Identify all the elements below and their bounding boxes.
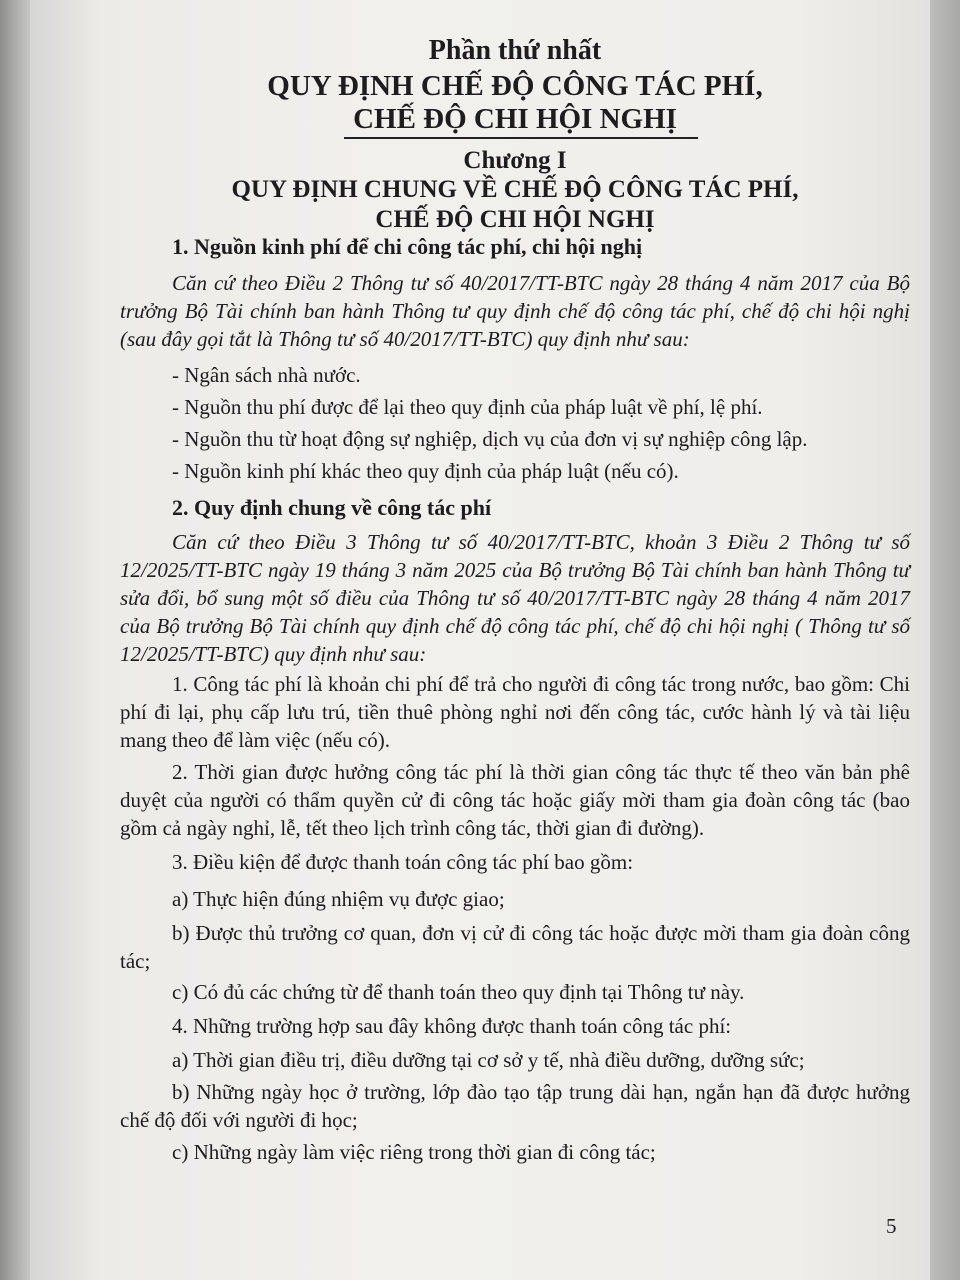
clause-3c-block: [120, 978, 910, 1006]
clause-3-block: [120, 848, 910, 876]
part-title: Phần thứ nhất: [428, 35, 602, 66]
clause-3a-block: [120, 885, 910, 913]
section-1: [120, 233, 910, 261]
list-item: - Nguồn thu từ hoạt động sự nghiệp, dịch vụ của đơn vị sự nghiệp công lập.: [172, 427, 808, 451]
list-item: - Nguồn thu phí được để lại theo quy định của pháp luật về phí, lệ phí.: [172, 395, 763, 419]
clause-3a: a) Thực hiện đúng nhiệm vụ được giao;: [172, 887, 505, 911]
list-item: - Nguồn kinh phí khác theo quy định của pháp luật (nếu có).: [172, 459, 679, 483]
clause-2: 2. Thời gian được hưởng công tác phí là thời gian công tác thực tế theo văn bản phê duyệt của người có thẩm quyền cử đi công tác hoặc giấy mời tham gia đoàn công tác (bao gồm cả ngày nghỉ, lễ, tết theo lịch trình công tác, thời gian đi đường).: [120, 760, 910, 840]
chapter-heading: [120, 175, 910, 235]
section-2-heading: 2. Quy định chung về công tác phí: [172, 495, 492, 520]
section-1-heading: 1. Nguồn kinh phí để chi công tác phí, chi hội nghị: [172, 234, 643, 259]
clause-4a-block: [120, 1046, 910, 1074]
part-heading-line-2: CHẾ ĐỘ CHI HỘI NGHỊ: [353, 103, 677, 135]
clause-3c: c) Có đủ các chứng từ để thanh toán theo quy định tại Thông tư này.: [172, 980, 745, 1004]
book-page: [30, 0, 930, 1280]
clause-4b: b) Những ngày học ở trường, lớp đào tạo tập trung dài hạn, ngắn hạn đã được hưởng chế độ đối với người đi học;: [120, 1080, 910, 1132]
clause-2-block: [120, 758, 910, 842]
clause-3b: b) Được thủ trưởng cơ quan, đơn vị cử đi công tác hoặc được mời tham gia đoàn công tác;: [120, 921, 910, 973]
heading-divider: [344, 137, 698, 139]
section-1-intro-block: [120, 269, 910, 353]
clause-3b-block: [120, 919, 910, 975]
book-spine-shadow: [0, 0, 30, 1280]
clause-4: 4. Những trường hợp sau đây không được thanh toán công tác phí:: [172, 1014, 732, 1038]
clause-4-block: [120, 1012, 910, 1040]
section-2-intro: Căn cứ theo Điều 3 Thông tư số 40/2017/TT-BTC, khoản 3 Điều 2 Thông tư số 12/2025/TT-BTC ngày 19 tháng 3 năm 2025 của Bộ trưởng Bộ Tài chính ban hành Thông tư sửa đổi, bổ sung một số điều của Thông tư số 40/2017/TT-BTC ngày 28 tháng 4 năm 2017 của Bộ trưởng Bộ Tài chính quy định chế độ công tác phí, chế độ chi hội nghị ( Thông tư số 12/2025/TT-BTC) quy định như sau:: [120, 530, 910, 666]
part-heading: [120, 70, 910, 136]
page-number: 5: [886, 1214, 897, 1238]
clause-1-block: [120, 670, 910, 754]
clause-3: 3. Điều kiện để được thanh toán công tác phí bao gồm:: [172, 850, 634, 874]
facing-page-edge: [930, 0, 960, 1280]
clause-1: 1. Công tác phí là khoản chi phí để trả cho người đi công tác trong nước, bao gồm: Chi phí đi lại, phụ cấp lưu trú, tiền thuê phòng nghỉ nơi đến công tác, cước hành lý và tài liệu mang theo để làm việc (nếu có).: [120, 672, 910, 752]
chapter-heading-line-2: CHẾ ĐỘ CHI HỘI NGHỊ: [375, 206, 655, 233]
chapter-title: Chương I: [463, 147, 567, 174]
section-1-list: [120, 361, 910, 485]
clause-4c-block: [120, 1138, 910, 1166]
section-1-intro: Căn cứ theo Điều 2 Thông tư số 40/2017/TT-BTC ngày 28 tháng 4 năm 2017 của Bộ trưởng Bộ Tài chính ban hành Thông tư quy định chế độ công tác phí, chế độ chi hội nghị (sau đây gọi tắt là Thông tư số 40/2017/TT-BTC) quy định như sau:: [120, 271, 910, 351]
clause-4a: a) Thời gian điều trị, điều dưỡng tại cơ sở y tế, nhà điều dưỡng, dưỡng sức;: [172, 1048, 805, 1072]
clause-4b-block: [120, 1078, 910, 1134]
part-heading-line-1: QUY ĐỊNH CHẾ ĐỘ CÔNG TÁC PHÍ,: [267, 70, 763, 102]
list-item: - Ngân sách nhà nước.: [172, 363, 361, 387]
section-2: [120, 494, 910, 522]
section-2-intro-block: [120, 528, 910, 668]
clause-4c: c) Những ngày làm việc riêng trong thời gian đi công tác;: [172, 1140, 656, 1164]
chapter-heading-line-1: QUY ĐỊNH CHUNG VỀ CHẾ ĐỘ CÔNG TÁC PHÍ,: [231, 176, 799, 203]
